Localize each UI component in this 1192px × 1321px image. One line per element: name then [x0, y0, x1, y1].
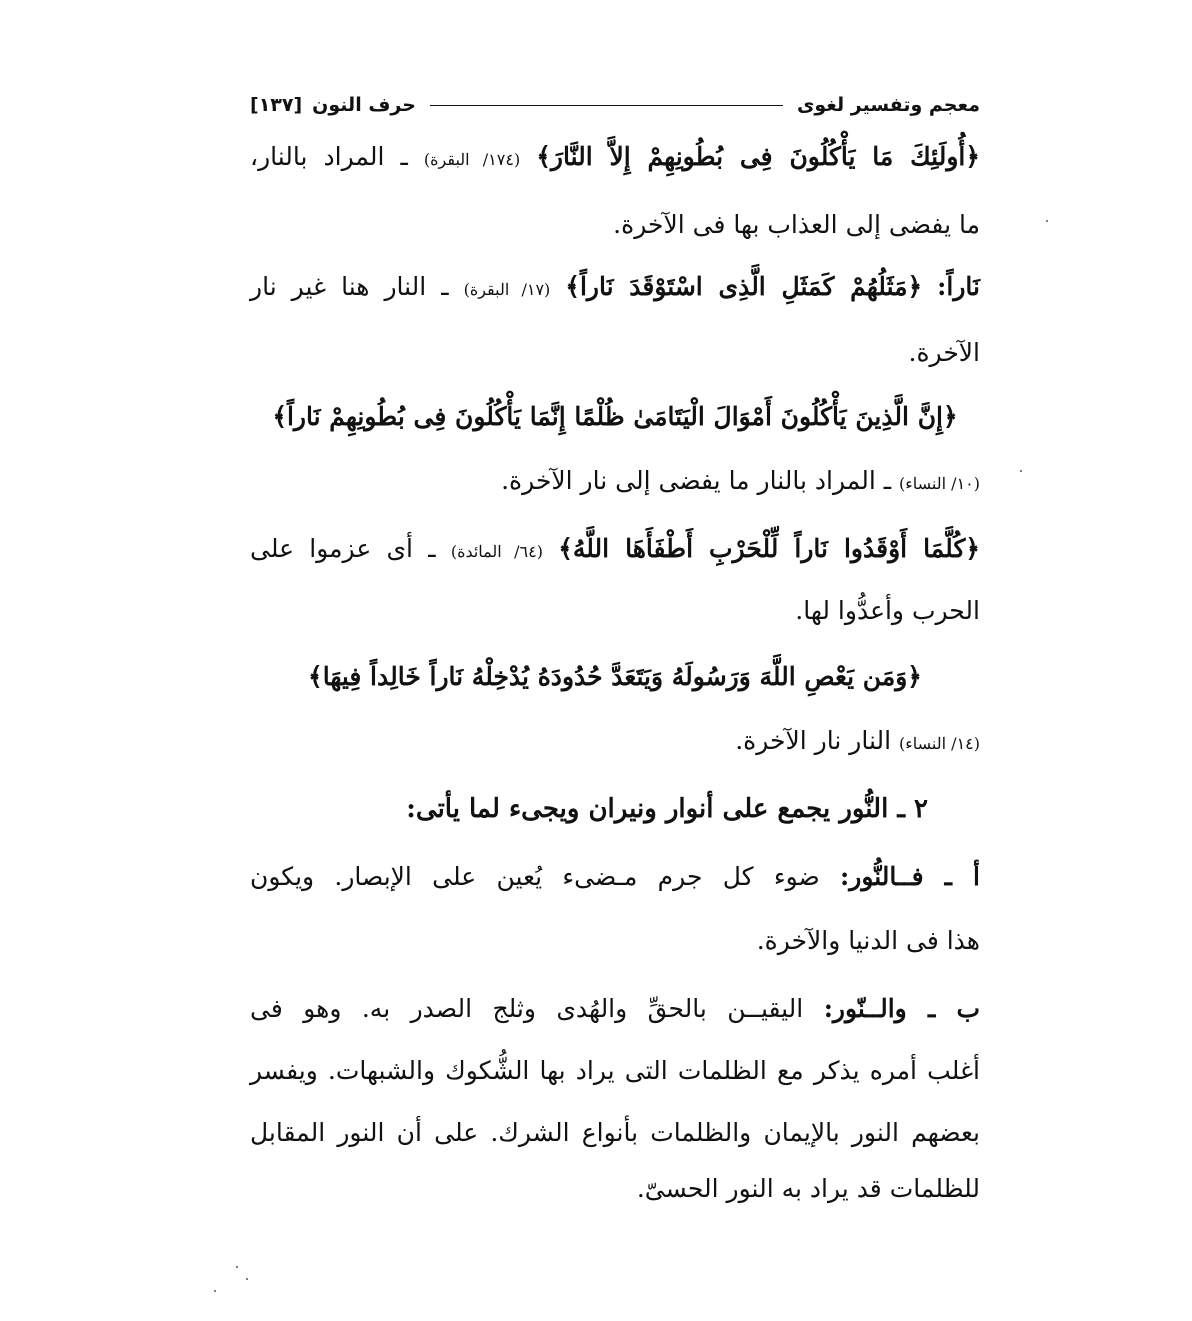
- section-heading: [250, 792, 980, 826]
- subsection-label: ب ـ والــنّور:: [823, 994, 981, 1023]
- line-text: النار نار الآخرة.: [735, 726, 892, 755]
- document-page: [250, 80, 980, 1220]
- text-line: [250, 594, 980, 628]
- line-text: ـ أى عزموا على: [250, 534, 436, 563]
- page-number: [١٣٧]: [250, 94, 303, 116]
- text-line: [250, 336, 980, 370]
- header-rule: [430, 105, 783, 106]
- text-line: [250, 1054, 980, 1088]
- text-line: [250, 532, 980, 569]
- text-line: [250, 724, 980, 761]
- line-text: هذا فى الدنيا والآخرة.: [756, 926, 980, 955]
- scan-speck: [214, 1290, 216, 1292]
- quran-verse: ﴿إِنَّ الَّذِينَ يَأْكُلُونَ أَمْوَالَ الْيَتَامَىٰ ظُلْمًا إِنَّمَا يَأْكُلُونَ فِى بُطُونِهِمْ نَاراً﴾: [272, 402, 958, 431]
- line-text: ما يفضى إلى العذاب بها فى الآخرة.: [613, 210, 980, 239]
- line-text: ـ النار هنا غير نار: [250, 272, 449, 301]
- quran-verse: ﴿وَمَن يَعْصِ اللَّهَ وَرَسُولَهُ وَيَتَعَدَّ حُدُودَهُ يُدْخِلْهُ نَاراً خَالِداً فِيهَا﴾: [308, 662, 922, 691]
- text-line: [250, 660, 980, 694]
- subsection-label: أ ـ فــالنُّور:: [840, 862, 980, 891]
- quran-verse: ﴿مَثَلُهُمْ كَمَثَلِ الَّذِى اسْتَوْقَدَ نَاراً﴾: [565, 272, 923, 301]
- line-text: بعضهم النور بالإيمان والظلمات بأنواع الشرك. على أن النور المقابل: [250, 1118, 980, 1147]
- heading-text: ٢ ـ النُّور يجمع على أنوار ونيران ويجىء لما يأتى:: [406, 794, 928, 824]
- text-line: [250, 1116, 980, 1150]
- quran-verse: ﴿أُولَئِكَ مَا يَأْكُلُونَ فِى بُطُونِهِمْ إِلاَّ النَّارَ﴾: [536, 142, 981, 171]
- line-text: أغلب أمره يذكر مع الظلمات التى يراد بها الشُّكوك والشبهات. ويفسر: [250, 1056, 980, 1085]
- verse-reference: (١٧٤/ البقرة): [423, 150, 521, 169]
- scan-speck: [1020, 470, 1022, 472]
- line-text: اليقيــن بالحقِّ والهُدى وثلج الصدر به. وهو فى: [250, 994, 804, 1023]
- verse-reference: (١٤/ النساء): [899, 734, 980, 753]
- scan-speck: [1046, 220, 1048, 222]
- verse-reference: (١٧/ البقرة): [463, 280, 551, 299]
- line-text: ضوء كل جرم مـضىء يُعين على الإبصار. ويكون: [250, 862, 820, 891]
- entry-word: نَاراً:: [937, 272, 980, 301]
- verse-reference: (٦٤/ المائدة): [450, 542, 543, 561]
- text-line: [250, 270, 980, 307]
- scan-speck: [246, 1278, 248, 1280]
- text-line: [250, 400, 980, 434]
- running-header: [250, 88, 980, 122]
- text-line: [250, 1172, 980, 1206]
- section-title: حرف النون: [312, 94, 416, 116]
- line-text: الحرب وأعدُّوا لها.: [795, 596, 980, 625]
- text-line: [250, 140, 980, 177]
- text-line: [250, 860, 980, 894]
- scan-speck: [236, 1266, 238, 1268]
- book-title: معجم وتفسير لغوى: [796, 94, 980, 116]
- text-line: [250, 924, 980, 958]
- line-text: للظلمات قد يراد به النور الحسىّ.: [636, 1174, 980, 1203]
- quran-verse: ﴿كُلَّمَا أَوْقَدُوا نَاراً لِّلْحَرْبِ أَطْفَأَهَا اللَّهُ﴾: [558, 534, 980, 563]
- line-text: ـ المراد بالنار،: [250, 142, 408, 171]
- verse-reference: (١٠/ النساء): [899, 474, 980, 493]
- text-line: [250, 992, 980, 1026]
- text-line: [250, 208, 980, 242]
- text-line: [250, 464, 980, 501]
- line-text: الآخرة.: [908, 338, 980, 367]
- line-text: ـ المراد بالنار ما يفضى إلى نار الآخرة.: [501, 466, 892, 495]
